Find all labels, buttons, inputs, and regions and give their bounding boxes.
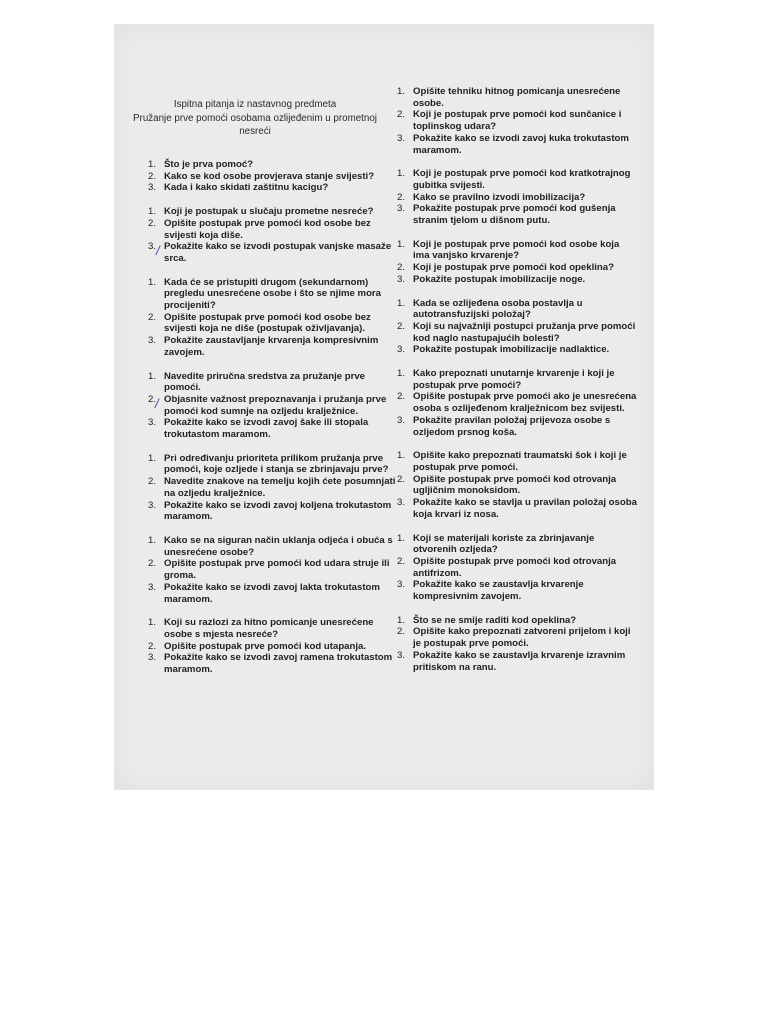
- question-number: 3.: [148, 417, 157, 429]
- question-item: [148, 171, 398, 183]
- question-text: Koji je postupak u slučaju prometne nesreće?: [164, 206, 374, 218]
- question-text: Što se ne smije raditi kod opeklina?: [413, 614, 577, 626]
- question-text: Pokažite kako se izvodi zavoj kuka trokutastom maramom.: [413, 132, 629, 156]
- question-item: [397, 579, 637, 602]
- right-question-column: [397, 86, 637, 673]
- question-number: 3.: [397, 273, 406, 285]
- title-line-3: nesreći: [239, 126, 271, 137]
- question-number: 3.: [397, 497, 406, 509]
- question-group: [397, 450, 637, 520]
- question-group: [397, 533, 637, 603]
- question-text: Pokažite kako se zaustavlja krvarenje kompresivnim zavojem.: [413, 579, 584, 603]
- question-number: 2.: [397, 320, 406, 332]
- question-item: [148, 371, 398, 394]
- question-number: 2.: [148, 217, 157, 229]
- question-item: [148, 335, 398, 358]
- question-item: [148, 453, 398, 476]
- question-item: [397, 556, 637, 579]
- question-number: 1.: [397, 614, 406, 626]
- pen-tick-mark: /: [156, 243, 160, 258]
- question-number: 3.: [148, 581, 157, 593]
- question-text: Koji je postupak prve pomoći kod osobe koja ima vanjsko krvarenje?: [413, 238, 620, 262]
- question-number: 1.: [148, 159, 157, 170]
- question-item: [397, 109, 637, 132]
- question-number: 3.: [397, 414, 406, 426]
- question-item: [397, 239, 637, 262]
- question-number: 2.: [397, 391, 406, 403]
- question-text: Kada će se pristupiti drugom (sekundarnom) pregledu unesrećene osobe i što se njime mora procijeniti?: [164, 276, 381, 312]
- question-item: [148, 159, 398, 171]
- question-group: [148, 371, 398, 441]
- question-item: [397, 650, 637, 673]
- question-item: [148, 617, 398, 640]
- question-item: [148, 206, 398, 218]
- question-number: 1.: [397, 450, 406, 462]
- question-number: 1.: [397, 238, 406, 250]
- question-text: Kada i kako skidati zaštitnu kacigu?: [164, 182, 329, 194]
- question-text: Koji se materijali koriste za zbrinjavanje otvorenih ozljeda?: [413, 532, 595, 556]
- question-number: 2.: [397, 191, 406, 203]
- question-group: [397, 168, 637, 227]
- question-item: [397, 86, 637, 109]
- question-text: Pokažite postupak imobilizacije nadlaktice.: [413, 344, 610, 356]
- question-group: [397, 368, 637, 438]
- question-number: 3.: [397, 344, 406, 356]
- question-text: Koji su razlozi za hitno pomicanje unesrećene osobe s mjesta nesreće?: [164, 617, 374, 640]
- question-group: [148, 617, 398, 676]
- question-item: [148, 652, 398, 675]
- question-number: 2.: [148, 558, 157, 570]
- question-number: 1.: [148, 370, 157, 382]
- question-number: 1.: [397, 297, 406, 309]
- question-item: [397, 298, 637, 321]
- question-item: [397, 391, 637, 414]
- question-text: Pokažite zaustavljanje krvarenja kompresivnim zavojem.: [164, 335, 379, 358]
- pen-tick-mark: /: [155, 396, 159, 411]
- question-item: [397, 615, 637, 627]
- question-item: [148, 182, 398, 194]
- question-text: Pokažite kako se stavlja u pravilan položaj osoba koja krvari iz nosa.: [413, 497, 637, 520]
- question-text: Opišite postupak prve pomoći kod otrovanja ugljičnim monoksidom.: [413, 473, 617, 497]
- question-number: 2.: [148, 311, 157, 323]
- question-text: Kada se ozlijeđena osoba postavlja u autotransfuzijski položaj?: [413, 297, 583, 321]
- question-number: 3.: [397, 132, 406, 144]
- question-number: 2.: [148, 640, 157, 652]
- question-text: Pokažite kako se izvodi zavoj šake ili stopala trokutastom maramom.: [164, 417, 369, 441]
- question-item: [397, 321, 637, 344]
- question-item: [397, 133, 637, 156]
- question-item: [148, 558, 398, 581]
- left-question-column: [148, 159, 398, 676]
- question-item: [148, 277, 398, 312]
- question-number: 2.: [397, 555, 406, 567]
- question-number: 3.: [148, 182, 157, 194]
- question-item: [148, 241, 398, 264]
- question-number: 1.: [148, 534, 157, 546]
- question-item: [148, 394, 398, 417]
- question-text: Pokažite kako se zaustavlja krvarenje izravnim pritiskom na ranu.: [413, 649, 626, 673]
- question-text: Pokažite pravilan položaj prijevoza osobe s ozljedom prsnog koša.: [413, 414, 611, 438]
- question-text: Kako prepoznati unutarnje krvarenje i koji je postupak prve pomoći?: [413, 368, 615, 391]
- question-item: [148, 476, 398, 499]
- question-text: Kako se pravilno izvodi imobilizacija?: [413, 191, 586, 203]
- question-item: [397, 168, 637, 191]
- question-item: [148, 500, 398, 523]
- question-item: [148, 312, 398, 335]
- question-number: 3.: [148, 335, 157, 347]
- question-text: Opišite postupak prve pomoći kod osobe bez svijesti koja ne diše (postupak oživljavanja).: [164, 311, 371, 335]
- question-item: [397, 450, 637, 473]
- question-item: [148, 535, 398, 558]
- question-item: [397, 474, 637, 497]
- question-number: 2.: [148, 476, 157, 488]
- question-group: [148, 453, 398, 523]
- question-number: 1.: [397, 368, 406, 380]
- question-item: [148, 417, 398, 440]
- question-text: Kako se kod osobe provjerava stanje svijesti?: [164, 170, 375, 182]
- question-number: 3.: [148, 241, 157, 253]
- question-text: Objasnite važnost prepoznavanja i pružanja prve pomoći kod sumnje na ozljedu kralježnice.: [164, 393, 387, 417]
- question-text: Navedite znakove na temelju kojih ćete posumnjati na ozljedu kralježnice.: [164, 476, 396, 499]
- question-number: 2.: [397, 262, 406, 274]
- question-number: 3.: [397, 649, 406, 661]
- question-item: [148, 641, 398, 653]
- question-number: 1.: [148, 206, 157, 218]
- question-text: Koji je postupak prve pomoći kod sunčanice i toplinskog udara?: [413, 109, 622, 133]
- question-number: 2.: [397, 626, 406, 638]
- question-text: Koji je postupak prve pomoći kod opeklina?: [413, 262, 614, 274]
- question-group: [397, 239, 637, 286]
- question-number: 1.: [148, 452, 157, 464]
- question-number: 3.: [148, 652, 157, 664]
- question-item: [397, 368, 637, 391]
- question-number: 1.: [397, 86, 406, 97]
- question-text: Opišite postupak prve pomoći kod utapanja.: [164, 640, 367, 652]
- question-number: 2.: [397, 473, 406, 485]
- question-item: [397, 344, 637, 356]
- question-group: [148, 206, 398, 265]
- question-group: [148, 277, 398, 359]
- question-number: 2.: [397, 109, 406, 121]
- question-number: 3.: [397, 579, 406, 591]
- question-item: [397, 274, 637, 286]
- question-item: [397, 497, 637, 520]
- question-text: Što je prva pomoć?: [164, 159, 254, 170]
- title-line-1: Ispitna pitanja iz nastavnog predmeta: [173, 99, 337, 110]
- question-text: Pokažite postupak imobilizacije noge.: [413, 273, 586, 285]
- question-group: [148, 535, 398, 605]
- question-text: Opišite postupak prve pomoći kod otrovanja antifrizom.: [413, 555, 617, 579]
- question-item: [148, 582, 398, 605]
- question-number: 2.: [148, 393, 157, 405]
- question-number: 2.: [148, 170, 157, 182]
- question-group: [397, 615, 637, 674]
- question-item: [397, 192, 637, 204]
- question-text: Opišite postupak prve pomoći kod osobe bez svijesti koja diše.: [164, 217, 371, 241]
- question-item: [397, 203, 637, 226]
- question-group: [148, 159, 398, 194]
- question-text: Pokažite postupak prve pomoći kod gušenja stranim tjelom u dišnom putu.: [413, 203, 616, 227]
- question-text: Pokažite kako se izvodi zavoj koljena trokutastom maramom.: [164, 499, 392, 523]
- question-number: 1.: [397, 168, 406, 180]
- question-text: Opišite kako prepoznati zatvoreni prijelom i koji je postupak prve pomoći.: [413, 626, 631, 650]
- document-title: [132, 98, 378, 139]
- question-text: Pokažite kako se izvodi postupak vanjske masaže srca.: [164, 241, 392, 264]
- question-number: 3.: [148, 499, 157, 511]
- question-item: [148, 218, 398, 241]
- question-text: Koji su najvažniji postupci pružanja prve pomoći kod naglo nastupajućih bolesti?: [413, 320, 636, 344]
- question-number: 1.: [148, 617, 157, 629]
- question-group: [397, 298, 637, 357]
- question-text: Opišite postupak prve pomoći kod udara struje ili groma.: [164, 558, 390, 582]
- question-text: Kako se na siguran način uklanja odjeća i obuća s unesrećene osobe?: [164, 534, 393, 558]
- question-text: Opišite tehniku hitnog pomicanja unesrećene osobe.: [413, 86, 621, 109]
- question-number: 1.: [148, 276, 157, 288]
- question-number: 1.: [397, 532, 406, 544]
- question-item: [397, 533, 637, 556]
- question-text: Pri određivanju prioriteta prilikom pružanja prve pomoći, koje ozljede i stanja se zbrinjavaju prve?: [164, 452, 389, 476]
- question-group: [397, 86, 637, 156]
- question-text: Opišite kako prepoznati traumatski šok i koji je postupak prve pomoći.: [413, 450, 627, 473]
- question-number: 3.: [397, 203, 406, 215]
- question-item: [397, 262, 637, 274]
- question-item: [397, 626, 637, 649]
- title-line-2: Pružanje prve pomoći osobama ozlijeđenim u prometnoj: [133, 112, 377, 124]
- question-text: Navedite priručna sredstva za pružanje prve pomoći.: [164, 370, 366, 394]
- question-text: Pokažite kako se izvodi zavoj ramena trokutastom maramom.: [164, 652, 393, 676]
- question-text: Pokažite kako se izvodi zavoj lakta trokutastom maramom.: [164, 581, 380, 605]
- question-item: [397, 415, 637, 438]
- question-text: Opišite postupak prve pomoći ako je unesrećena osoba s ozlijeđenom kralježnicom bez svijesti.: [413, 391, 637, 415]
- question-text: Koji je postupak prve pomoći kod kratkotrajnog gubitka svijesti.: [413, 168, 631, 191]
